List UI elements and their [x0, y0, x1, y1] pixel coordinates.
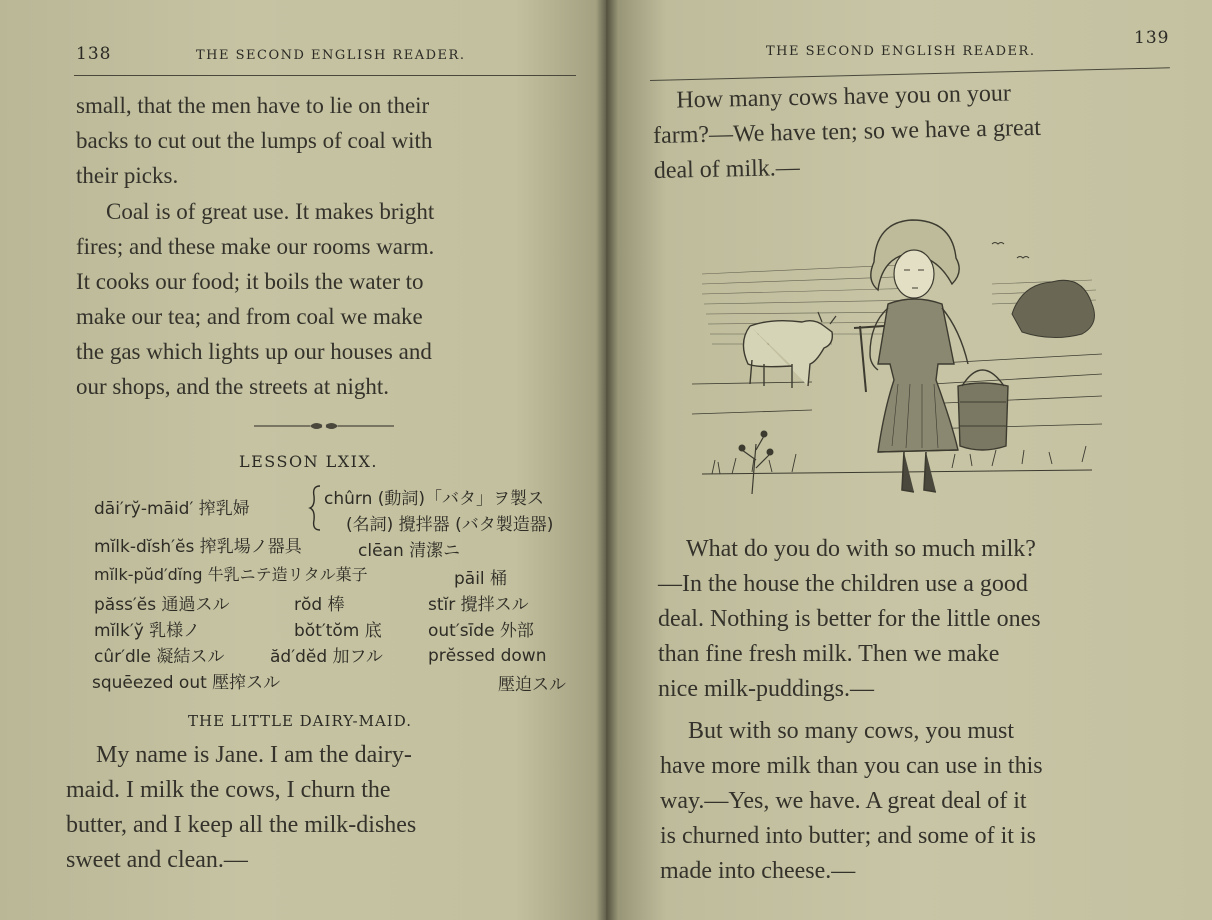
vocab-squeezed-out: squēezed out 壓搾スル — [92, 673, 281, 693]
text-line: way.—Yes, we have. A great deal of it — [660, 788, 1027, 814]
vocab-added: ăd′dĕd 加フル — [270, 647, 383, 667]
vocab-curdle: cûr′dle 凝結スル — [94, 647, 225, 667]
page-number-right: 139 — [1134, 28, 1170, 48]
vocab-churn-verb: chûrn (動詞)「バタ」ヲ製ス — [324, 489, 545, 509]
vocab-stir: stĭr 攪拌スル — [428, 595, 529, 615]
page-number-left: 138 — [76, 44, 112, 64]
dairy-maid-illustration — [692, 214, 1108, 510]
text-line: sweet and clean.— — [66, 847, 248, 873]
vocab-pail: pāil 桶 — [454, 569, 508, 589]
vocab-milk-dishes: mĭlk-dĭsh′ĕs 搾乳場ノ器具 — [94, 537, 302, 557]
text-line: made into cheese.— — [660, 858, 856, 884]
paragraph-butter-cheese — [660, 714, 1184, 889]
section-ornament — [254, 418, 394, 434]
text-line: But with so many cows, you must — [688, 718, 1015, 744]
right-page — [606, 0, 1212, 920]
story-paragraph — [66, 738, 570, 878]
text-line: backs to cut out the lumps of coal with — [76, 128, 433, 153]
vocab-rod: rŏd 棒 — [294, 595, 345, 615]
intro-paragraph — [652, 73, 1170, 189]
text-line: our shops, and the streets at night. — [76, 374, 390, 399]
text-line: What do you do with so much milk? — [686, 536, 1036, 562]
text-line: My name is Jane. I am the dairy- — [96, 742, 412, 768]
running-head-right: THE SECOND ENGLISH READER. — [766, 44, 1036, 59]
text-line: —In the house the children use a good — [658, 571, 1028, 597]
vocab-passes: păss′ĕs 通過スル — [94, 595, 230, 615]
text-line: It cooks our food; it boils the water to — [76, 269, 424, 294]
text-line: make our tea; and from coal we make — [76, 304, 423, 329]
running-head-left: THE SECOND ENGLISH READER. — [196, 48, 466, 63]
vocab-milky: mĭlk′y̆ 乳様ノ — [94, 621, 201, 641]
vocab-dairy-maid: dāi′ry̆-māid′ 搾乳婦 — [94, 499, 250, 519]
paragraph-coal-use — [76, 194, 574, 404]
vocab-outside: out′sīde 外部 — [428, 621, 534, 641]
vocab-clean: clēan 清潔ニ — [358, 541, 461, 561]
text-line: their picks. — [76, 163, 179, 188]
text-line: fires; and these make our rooms warm. — [76, 234, 435, 259]
text-line: is churned into butter; and some of it is — [660, 823, 1036, 849]
vocab-bottom: bŏt′tŏm 底 — [294, 621, 382, 641]
text-line: deal of milk.— — [653, 154, 801, 184]
text-line: than fine fresh milk. Then we make — [658, 641, 1000, 667]
paragraph-milk-use — [658, 532, 1182, 707]
lesson-title: LESSON LXIX. — [239, 452, 378, 471]
story-title: THE LITTLE DAIRY-MAID. — [188, 712, 412, 730]
text-line: maid. I milk the cows, I churn the — [66, 777, 391, 803]
header-rule-left — [74, 75, 576, 76]
text-line: small, that the men have to lie on their — [76, 93, 430, 118]
text-line: have more milk than you can use in this — [660, 753, 1043, 779]
vocab-pressed-down: prĕssed down — [428, 646, 547, 666]
paragraph-coal-end — [76, 88, 574, 193]
vocab-churn-noun: (名詞) 攪拌器 (バタ製造器) — [346, 515, 554, 535]
text-line: the gas which lights up our houses and — [76, 339, 432, 364]
vocab-milk-puddings: mĭlk-pŭd′dĭng 牛乳ニテ造リタル菓子 — [94, 565, 368, 584]
text-line: nice milk-puddings.— — [658, 676, 874, 702]
text-line: butter, and I keep all the milk-dishes — [66, 812, 417, 838]
brace-glyph — [308, 484, 322, 532]
text-line: How many cows have you on your — [676, 80, 1012, 114]
text-line: farm?—We have ten; so we have a great — [652, 114, 1042, 149]
vocab-pressed-gloss: 壓迫スル — [498, 675, 566, 695]
text-line: Coal is of great use. It makes bright — [106, 199, 435, 224]
book-gutter — [596, 0, 618, 920]
text-line: deal. Nothing is better for the little ones — [658, 606, 1041, 632]
